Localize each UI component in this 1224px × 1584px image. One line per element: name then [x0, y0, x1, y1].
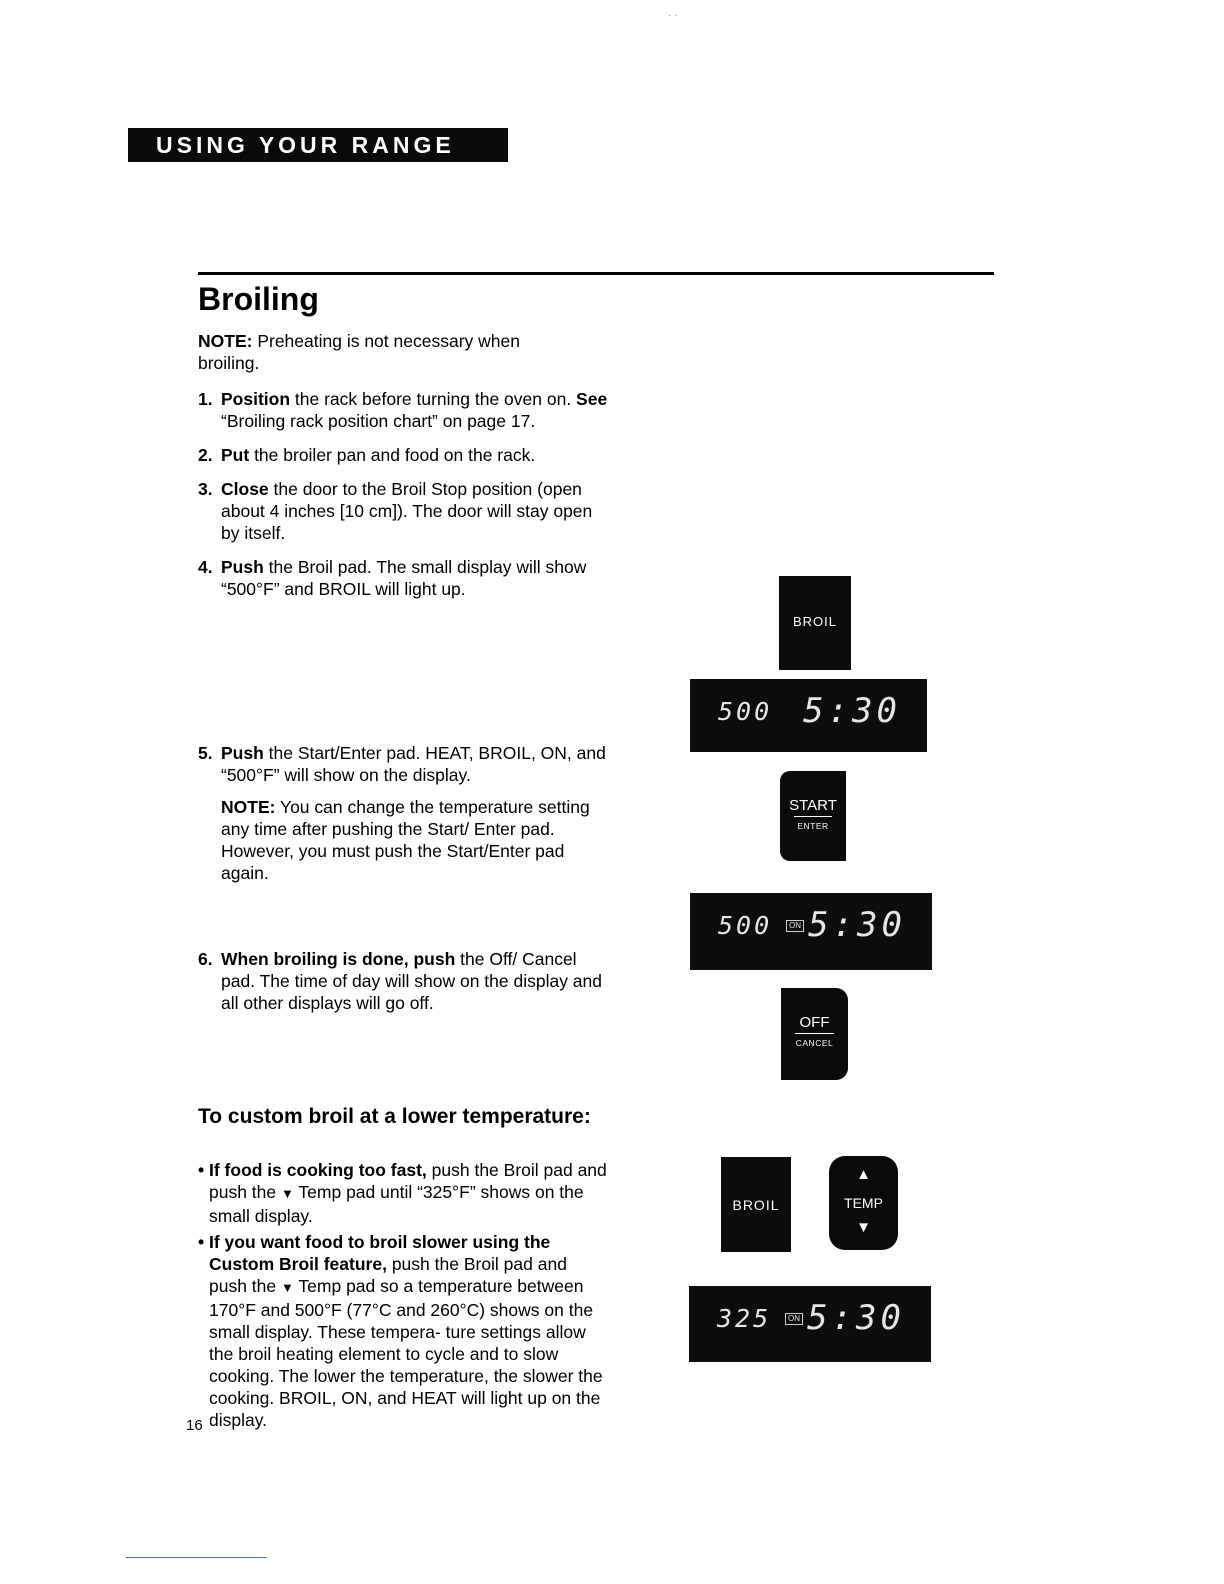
temp-pad	[829, 1156, 898, 1250]
down-triangle-icon: ▼	[281, 1186, 294, 1201]
step-see: See	[576, 389, 608, 409]
broil-pad-label: BROIL	[792, 614, 837, 629]
display-on-indicator: ON	[785, 1313, 803, 1325]
footer-rule	[126, 1557, 267, 1558]
title-rule	[198, 272, 994, 275]
step-verb: Push	[221, 743, 264, 763]
cancel-pad-label: CANCEL	[795, 1038, 834, 1048]
down-triangle-icon: ▼	[281, 1280, 294, 1295]
step-verb: Position	[221, 389, 291, 409]
step-number: 6.	[198, 949, 213, 969]
broil-pad-label: BROIL	[732, 1197, 780, 1213]
step-4	[198, 556, 608, 600]
step-number: 4.	[198, 557, 213, 577]
step-text-cont: “Broiling rack position chart” on page 17.	[221, 411, 536, 431]
note-text: Preheating is not necessary when	[252, 331, 520, 351]
off-cancel-pad	[781, 988, 848, 1080]
display-temp: 500	[718, 911, 773, 940]
scan-mark: · ·	[668, 10, 678, 21]
temp-pad-label: TEMP	[844, 1195, 883, 1211]
note-label: NOTE:	[221, 797, 276, 817]
step-text: the Start/Enter pad. HEAT, BROIL, ON, and “500°F” will show on the display.	[221, 743, 606, 785]
display-temp: 325	[717, 1304, 772, 1333]
bullet-text-cont: Temp pad so a temperature between 170°F and 500°F (77°C and 260°C) shows on the small display. These tempera- ture settings allow the broil heating element to cycle and to slow cooking. The lower the temperature, the slower the cooking. BROIL, ON, and HEAT will light up on the display.	[209, 1276, 603, 1430]
bullet-too-fast	[198, 1159, 608, 1227]
custom-broil-list	[198, 1159, 608, 1435]
step-5	[198, 742, 608, 884]
step-number: 5.	[198, 743, 213, 763]
bullet-lead: If food is cooking too fast,	[209, 1160, 427, 1180]
custom-broil-heading: To custom broil at a lower temperature:	[198, 1105, 591, 1128]
step-6	[198, 948, 608, 1014]
bullet-icon: •	[198, 1232, 205, 1252]
start-enter-pad	[780, 771, 846, 861]
step-2	[198, 444, 608, 466]
note-label: NOTE:	[198, 331, 253, 351]
step-3	[198, 478, 608, 544]
step-verb: When broiling is done, push	[221, 949, 456, 969]
pad-divider	[795, 1033, 834, 1034]
bullet-text: push the Broil pad and push the	[209, 1160, 607, 1202]
off-pad-label: OFF	[799, 1014, 830, 1031]
steps-list	[198, 388, 608, 1026]
step-text: the Off/ Cancel pad. The time of day will show on the display and all other displays will go off.	[221, 949, 603, 1013]
intro-note	[198, 330, 608, 374]
page-title: Broiling	[198, 281, 319, 317]
bullet-text-cont: Temp pad until “325°F” shows on the small display.	[209, 1182, 584, 1226]
step-verb: Push	[221, 557, 264, 577]
down-arrow-icon: ▼	[856, 1219, 871, 1236]
bullet-broil-slower	[198, 1231, 608, 1431]
display-temp: 500	[718, 697, 773, 726]
start-pad-label: START	[789, 797, 837, 814]
pad-divider	[794, 816, 832, 817]
step-number: 3.	[198, 479, 213, 499]
step-verb: Put	[221, 445, 250, 465]
display-time: 5:30	[807, 1298, 905, 1338]
step-1	[198, 388, 608, 432]
step-text: the rack before turning the oven on.	[290, 389, 577, 409]
display-500-on	[690, 893, 932, 970]
step-text: the door to the Broil Stop position (open about 4 inches [10 cm]). The door will stay open by itself.	[221, 479, 593, 543]
section-tab: USING YOUR RANGE	[128, 128, 508, 162]
display-on-indicator: ON	[786, 920, 804, 932]
note-text-cont: broiling.	[198, 353, 260, 373]
bullet-icon: •	[198, 1160, 205, 1180]
display-time: 5:30	[808, 905, 906, 945]
display-500-broil	[690, 679, 927, 752]
step-number: 1.	[198, 389, 213, 409]
up-arrow-icon: ▲	[856, 1166, 871, 1183]
broil-pad	[779, 576, 851, 670]
step-verb: Close	[221, 479, 269, 499]
page-number: 16	[186, 1417, 203, 1434]
step-note	[221, 796, 608, 884]
display-325-on	[689, 1286, 931, 1362]
bullet-text: push the Broil pad and push the	[209, 1254, 567, 1296]
bullet-lead: If you want food to broil slower using the Custom Broil feature,	[209, 1232, 551, 1274]
enter-pad-label: ENTER	[797, 821, 829, 831]
step-number: 2.	[198, 445, 213, 465]
step-text: the Broil pad. The small display will show “500°F” and BROIL will light up.	[221, 557, 587, 599]
note-text: You can change the temperature setting any time after pushing the Start/ Enter pad. However, you must push the Start/Enter pad again.	[221, 797, 590, 883]
display-time: 5:30	[803, 691, 901, 731]
broil-pad-2	[721, 1157, 791, 1252]
step-text: the broiler pan and food on the rack.	[249, 445, 536, 465]
